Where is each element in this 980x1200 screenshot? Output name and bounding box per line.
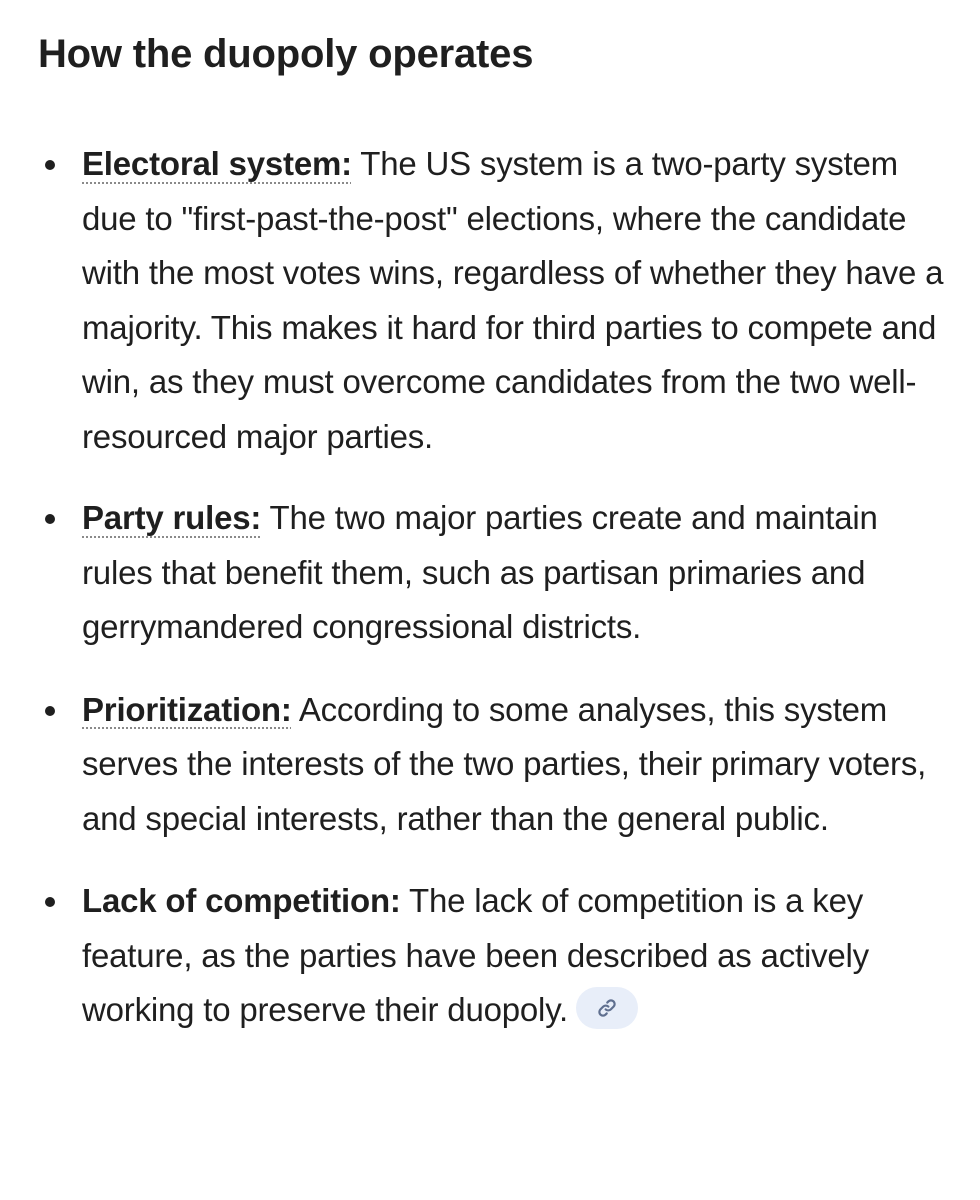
list-item-prioritization <box>38 683 946 847</box>
bullet-text: The US system is a two-party system due to "first-past-the-post" elections, where the candidate with the most votes wins, regardless of whether they have a majority. This makes it hard for third parties to compete and win, as they must overcome candidates from the two well-resourced major parties. <box>82 145 944 455</box>
bullet-text: The lack of competition is a key feature, as the parties have been described as actively working to preserve their duopoly. <box>82 882 869 1028</box>
bullet-dot <box>45 514 55 524</box>
source-link-button[interactable] <box>576 987 638 1029</box>
bullet-dot <box>45 897 55 907</box>
term-party-rules[interactable]: Party rules: <box>82 499 262 536</box>
list-item-lack-of-competition <box>38 874 946 1038</box>
bullet-dot <box>45 160 55 170</box>
term-electoral-system[interactable]: Electoral system: <box>82 145 352 182</box>
list-item-party-rules <box>38 491 946 655</box>
bullet-dot <box>45 706 55 716</box>
bullet-list <box>38 137 946 1038</box>
section-heading: How the duopoly operates <box>38 32 534 76</box>
term-lack-of-competition: Lack of competition: <box>82 882 401 919</box>
bullet-text: According to some analyses, this system serves the interests of the two parties, their primary voters, and special interests, rather than the general public. <box>82 690 927 837</box>
bullet-text: The two major parties create and maintain rules that benefit them, such as partisan primaries and gerrymandered congressional districts. <box>82 499 878 645</box>
term-prioritization[interactable]: Prioritization: <box>82 690 292 728</box>
list-item-electoral-system <box>38 137 946 464</box>
link-icon <box>596 997 618 1019</box>
